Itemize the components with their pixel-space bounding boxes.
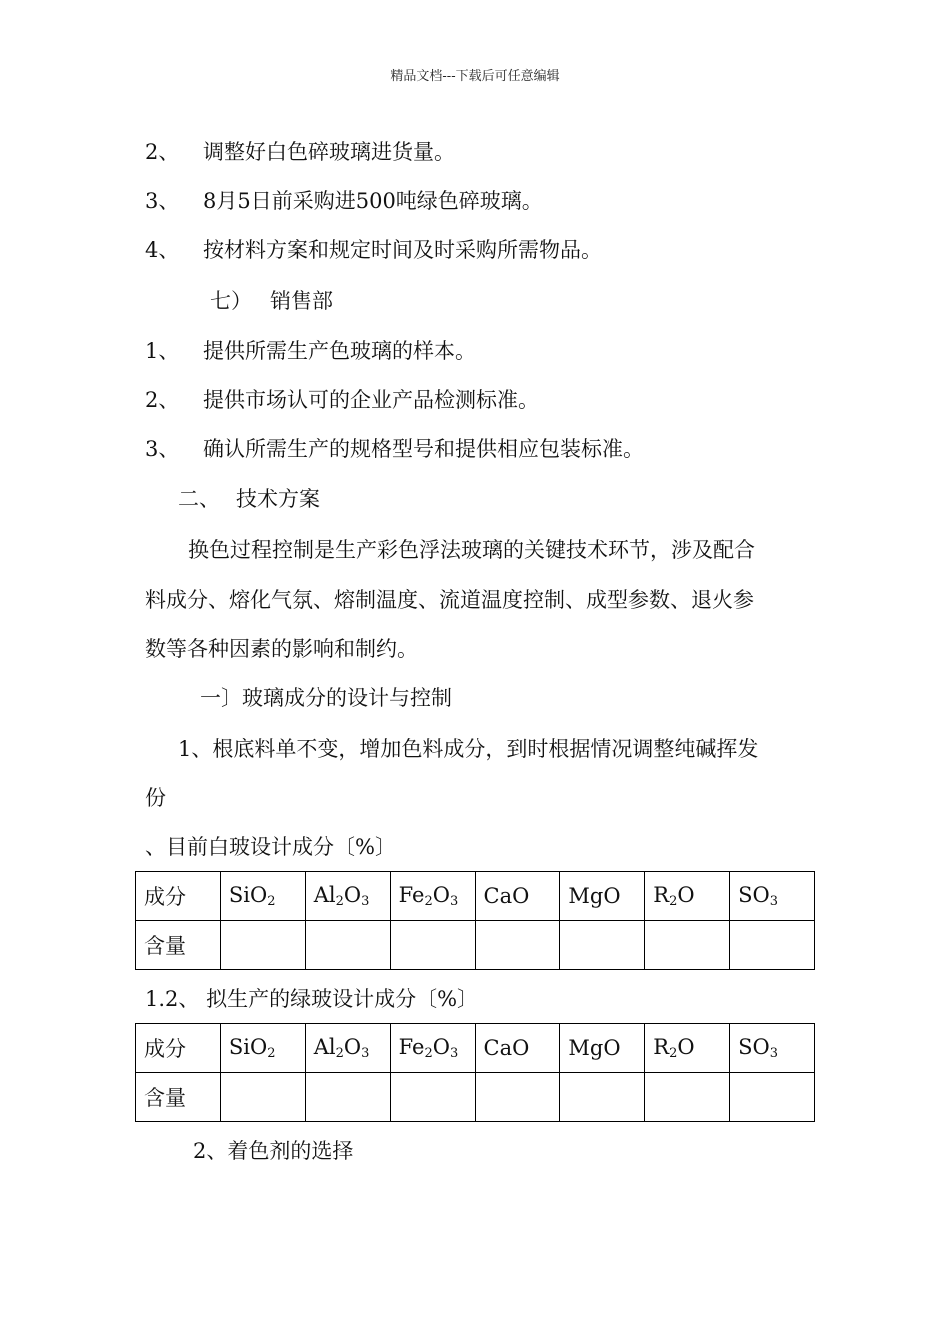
sub-heading: 一〕玻璃成分的设计与控制 — [200, 686, 452, 710]
list-item: 2、着色剂的选择 — [193, 1139, 354, 1163]
item-text: 按材料方案和规定时间及时采购所需物品。 — [203, 238, 602, 262]
white-glass-composition-table — [135, 871, 815, 970]
column-header-sio2: SiO$_2$ — [220, 872, 305, 921]
column-header-r2o: $R_2O$ — [645, 1024, 730, 1073]
page-header: 精品文档---下载后可任意编辑 — [390, 69, 560, 84]
table-cell — [305, 921, 390, 970]
item-text: 提供市场认可的企业产品检测标准。 — [203, 388, 539, 412]
table-cell — [560, 1073, 645, 1122]
table-cell — [220, 1073, 305, 1122]
row-label: 含量 — [136, 921, 221, 970]
column-header-cao: CaO — [475, 1024, 560, 1073]
item-text: 调整好白色碎玻璃进货量。 — [203, 140, 455, 164]
table-caption: 、目前白玻设计成分〔%〕 — [145, 835, 396, 859]
paragraph-line: 1、根底料单不变，增加色料成分，到时根据情况调整纯碱挥发 — [178, 737, 759, 761]
list-item — [145, 435, 644, 463]
column-header-so3: $SO_3$ — [730, 1024, 815, 1073]
table-cell — [645, 1073, 730, 1122]
section-heading — [210, 287, 333, 315]
column-header-al2o3: $Al_2O_3$ — [305, 1024, 390, 1073]
list-item — [145, 386, 539, 414]
list-item — [145, 236, 602, 264]
table-caption: 1.2、 拟生产的绿玻设计成分〔%〕 — [145, 987, 479, 1011]
table-row — [136, 1024, 815, 1073]
paragraph-line: 换色过程控制是生产彩色浮法玻璃的关键技术环节，涉及配合 — [188, 538, 755, 562]
table-cell — [475, 1073, 560, 1122]
item-number: 1、 — [145, 339, 180, 363]
item-text: 提供所需生产色玻璃的样本。 — [203, 339, 476, 363]
table-cell — [305, 1073, 390, 1122]
row-label: 含量 — [136, 1073, 221, 1122]
row-label: 成分 — [136, 872, 221, 921]
table-cell — [645, 921, 730, 970]
item-number: 2、 — [145, 140, 180, 164]
item-number: 3、 — [145, 189, 180, 213]
column-header-r2o: $R_2O$ — [645, 872, 730, 921]
item-number: 2、 — [145, 388, 180, 412]
column-header-fe2o3: $Fe_2O_3$ — [390, 872, 475, 921]
table-cell — [475, 921, 560, 970]
column-header-so3: $SO_3$ — [730, 872, 815, 921]
section-heading — [178, 485, 320, 513]
item-text: 确认所需生产的规格型号和提供相应包装标准。 — [203, 437, 644, 461]
paragraph-line: 料成分、熔化气氛、熔制温度、流道温度控制、成型参数、退火参 — [145, 588, 754, 612]
paragraph-line: 数等各种因素的影响和制约。 — [145, 637, 418, 661]
table-row — [136, 872, 815, 921]
table-cell — [730, 921, 815, 970]
list-item — [145, 187, 543, 215]
column-header-sio2: SiO$_2$ — [220, 1024, 305, 1073]
heading-number: 二、 — [178, 487, 220, 511]
column-header-fe2o3: $Fe_2O_3$ — [390, 1024, 475, 1073]
table-row — [136, 1073, 815, 1122]
heading-text: 销售部 — [270, 289, 333, 313]
heading-text: 技术方案 — [236, 487, 320, 511]
column-header-cao: CaO — [475, 872, 560, 921]
table-cell — [560, 921, 645, 970]
column-header-mgo: MgO — [560, 1024, 645, 1073]
item-number: 4、 — [145, 238, 180, 262]
table-cell — [220, 921, 305, 970]
column-header-al2o3: $Al_2O_3$ — [305, 872, 390, 921]
table-cell — [390, 921, 475, 970]
item-text: 8月5日前采购进500吨绿色碎玻璃。 — [203, 189, 543, 213]
list-item — [145, 337, 476, 365]
table-cell — [730, 1073, 815, 1122]
green-glass-composition-table — [135, 1023, 815, 1122]
table-row — [136, 921, 815, 970]
row-label: 成分 — [136, 1024, 221, 1073]
list-item — [145, 138, 455, 166]
heading-number: 七） — [210, 289, 252, 313]
item-number: 3、 — [145, 437, 180, 461]
column-header-mgo: MgO — [560, 872, 645, 921]
table-cell — [390, 1073, 475, 1122]
paragraph-line: 份 — [145, 786, 166, 810]
